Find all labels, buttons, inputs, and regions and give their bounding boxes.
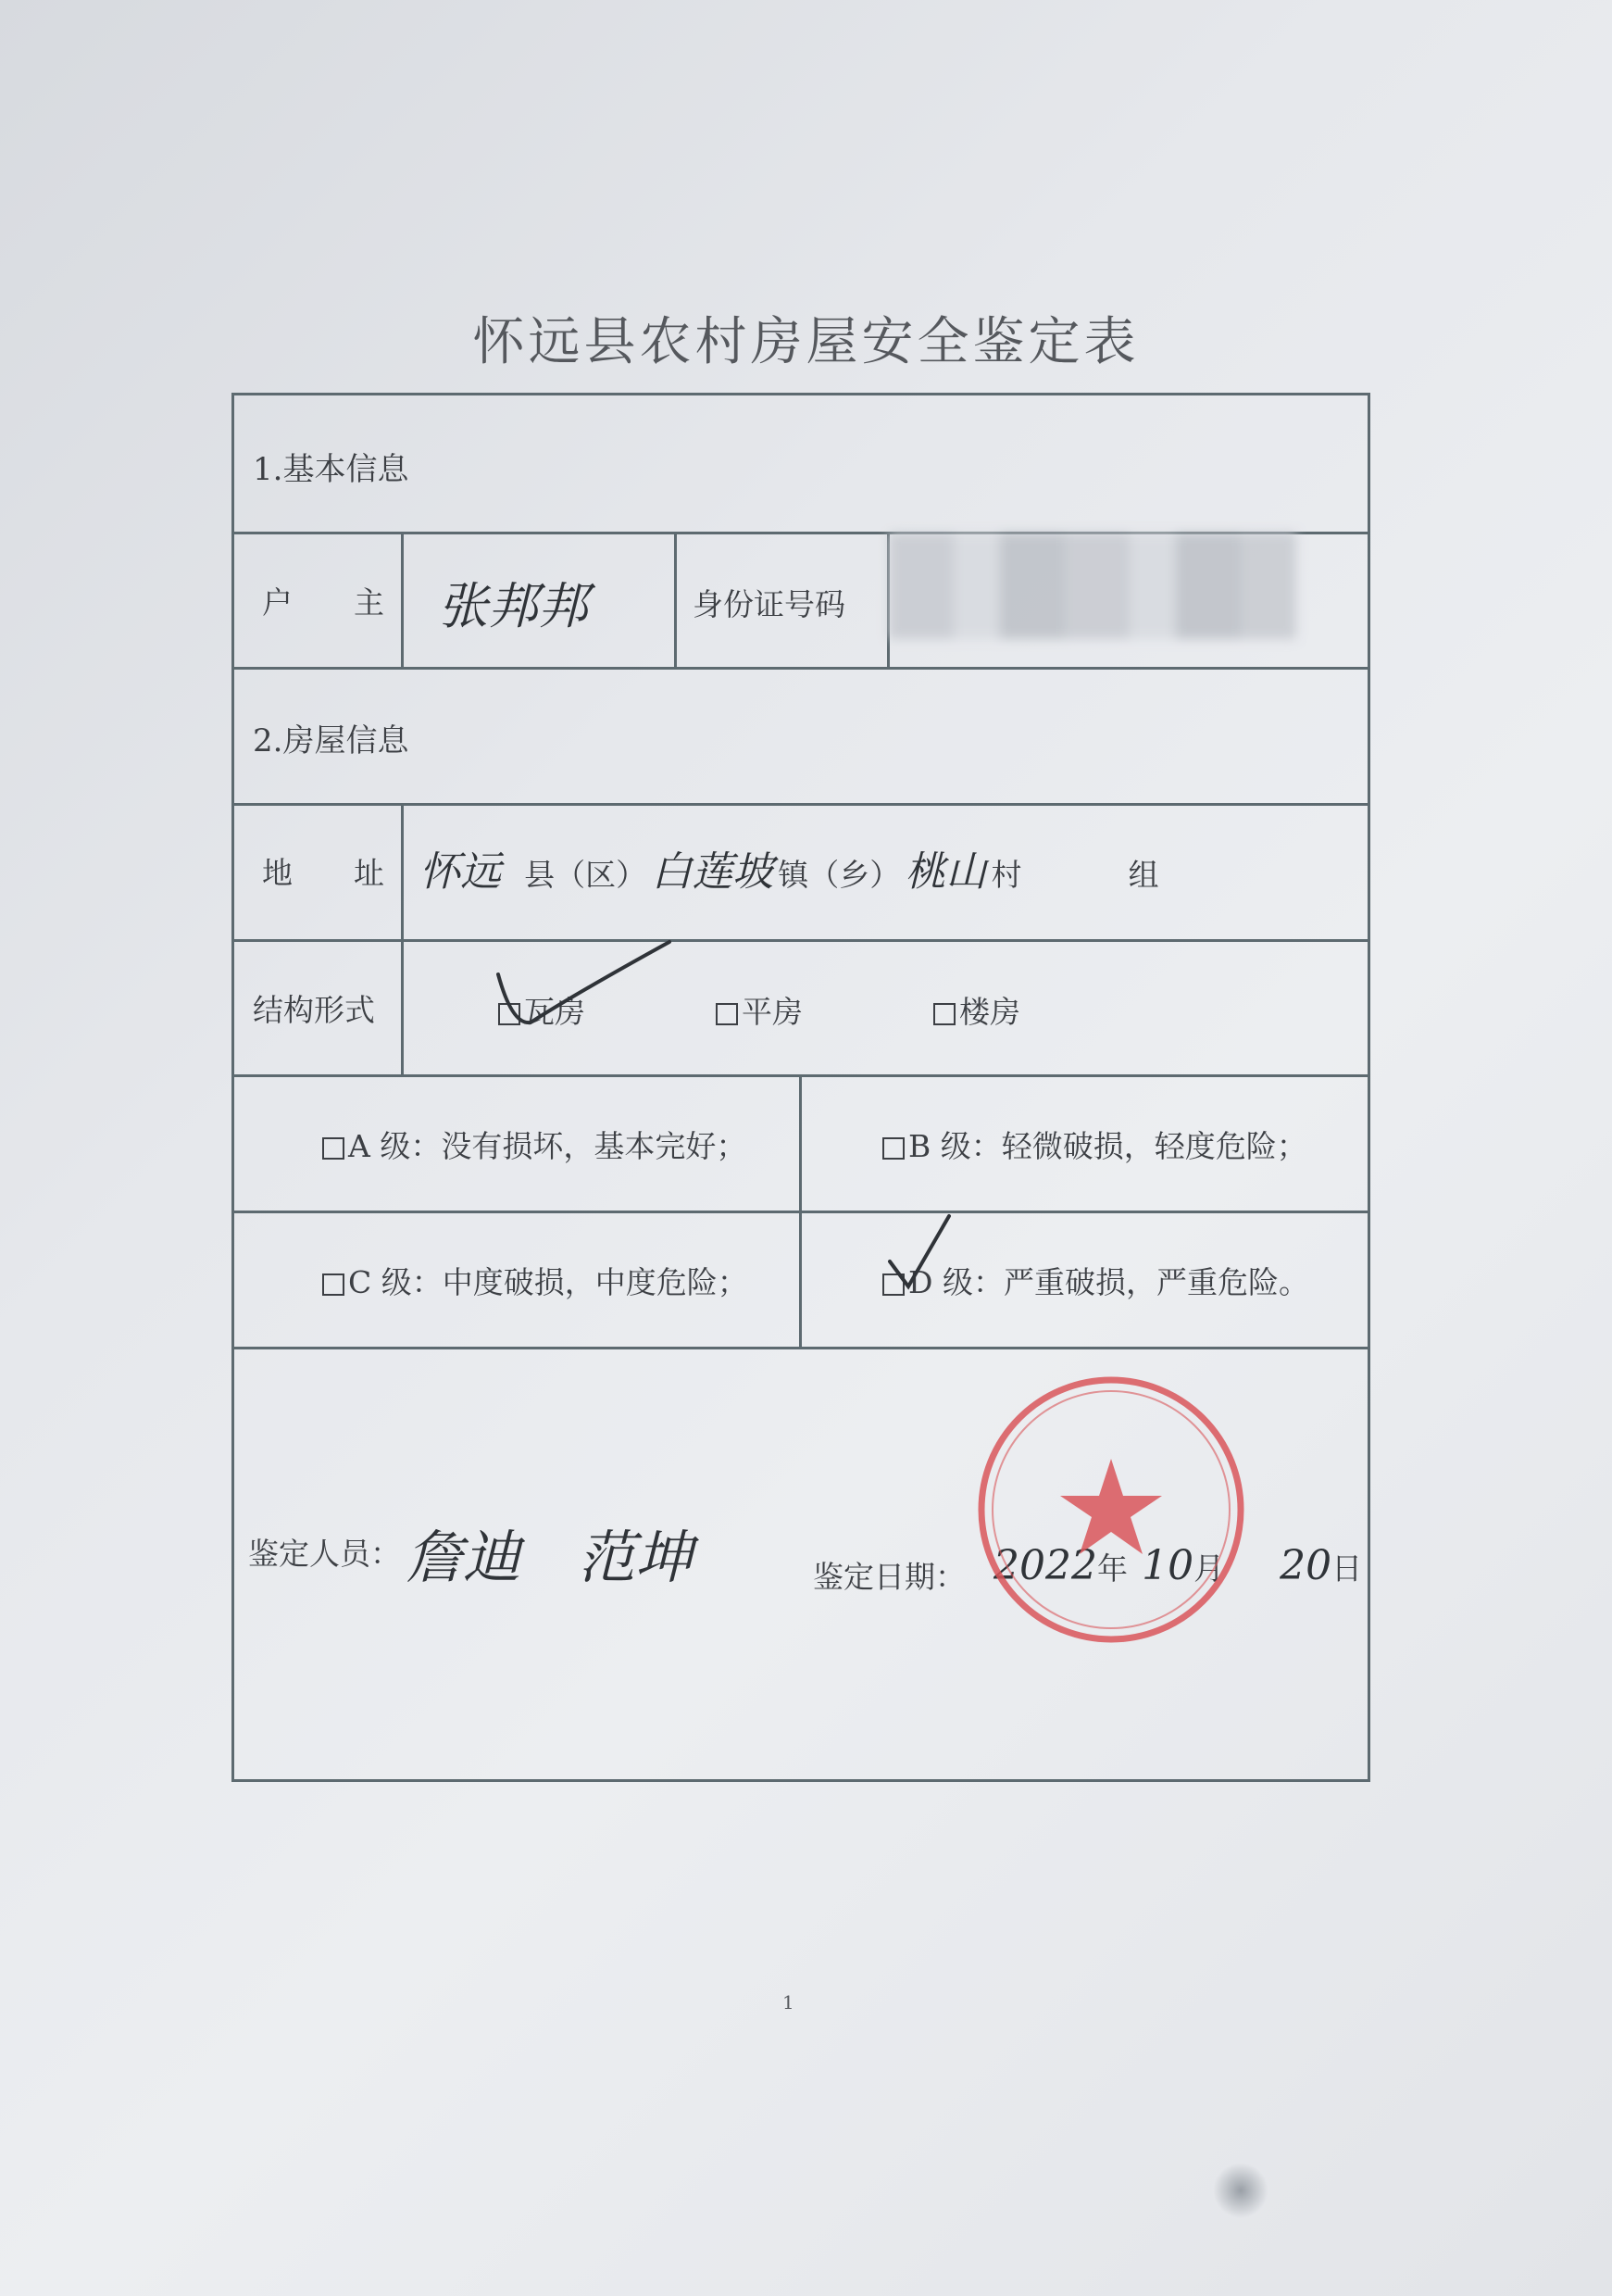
structure-option-label: 楼房: [959, 994, 1020, 1030]
address-line: [419, 838, 1159, 897]
id-number-label: 身份证号码: [693, 586, 845, 622]
checkbox[interactable]: [322, 1137, 344, 1160]
owner-label: 户 主: [262, 584, 384, 621]
owner-name: 张邦邦: [438, 577, 588, 635]
appraiser-label: 鉴定人员：: [248, 1536, 401, 1572]
check-mark-icon: [494, 937, 679, 1039]
official-seal-stamp: [972, 1371, 1250, 1649]
smudge-mark: [1213, 2163, 1268, 2218]
date-label: 鉴定日期：: [813, 1559, 966, 1595]
grade-c[interactable]: [322, 1259, 748, 1302]
star-icon: [1060, 1459, 1162, 1554]
col-divider: [401, 803, 404, 1074]
village-label: 村: [991, 857, 1022, 893]
village-value: 桃山: [905, 848, 987, 896]
town-label: 镇（乡）: [778, 857, 901, 893]
col-divider: [674, 532, 677, 667]
grade-b-label: B 级：轻微破损，轻度危险；: [908, 1128, 1307, 1164]
row-divider: [234, 939, 1370, 942]
checkbox[interactable]: [322, 1273, 344, 1296]
date-year-unit: 年: [1096, 1550, 1128, 1587]
checkbox[interactable]: [716, 1003, 738, 1025]
date-month: 10: [1142, 1542, 1194, 1589]
row-divider: [234, 803, 1370, 806]
date-month-unit: 月: [1193, 1550, 1225, 1587]
row-divider: [234, 667, 1370, 670]
county-label: 县（区）: [524, 857, 647, 893]
row-divider: [234, 1074, 1370, 1077]
structure-option-multistory[interactable]: [933, 988, 1020, 1032]
grade-a[interactable]: [322, 1123, 746, 1166]
col-divider: [799, 1074, 802, 1347]
grade-a-label: A 级：没有损坏，基本完好；: [348, 1128, 747, 1164]
town-value: 白莲坡: [651, 848, 774, 896]
grade-c-label: C 级：中度破损，中度危险；: [348, 1264, 748, 1300]
date-year: 2022: [993, 1542, 1097, 1589]
address-label: 地 址: [262, 855, 384, 891]
appraiser-signatures: 詹迪 范坤: [406, 1524, 694, 1591]
form-title: 怀远县农村房屋安全鉴定表: [472, 312, 1140, 372]
grade-d-label: D 级：严重破损，严重危险。: [908, 1264, 1309, 1300]
checkbox[interactable]: [882, 1137, 905, 1160]
date-day-unit: 日: [1331, 1550, 1363, 1587]
row-divider: [234, 1347, 1370, 1349]
county-value: 怀远: [419, 848, 501, 896]
section-house-info: 2.房屋信息: [253, 722, 409, 759]
structure-option-label: 瓦房: [524, 994, 585, 1030]
page-number: 1: [782, 1991, 794, 2014]
grade-b[interactable]: [882, 1123, 1307, 1166]
group-label: 组: [1128, 857, 1159, 893]
checkbox[interactable]: [933, 1003, 956, 1025]
redacted-id-number: [889, 533, 1296, 639]
structure-label: 结构形式: [253, 992, 375, 1028]
section-basic-info: 1.基本信息: [253, 451, 409, 488]
structure-option-flat[interactable]: [716, 988, 803, 1032]
row-divider: [234, 1211, 1370, 1213]
check-mark-icon: [882, 1211, 956, 1294]
structure-option-label: 平房: [742, 994, 803, 1030]
col-divider: [401, 532, 404, 667]
date-day: 20: [1280, 1542, 1332, 1589]
